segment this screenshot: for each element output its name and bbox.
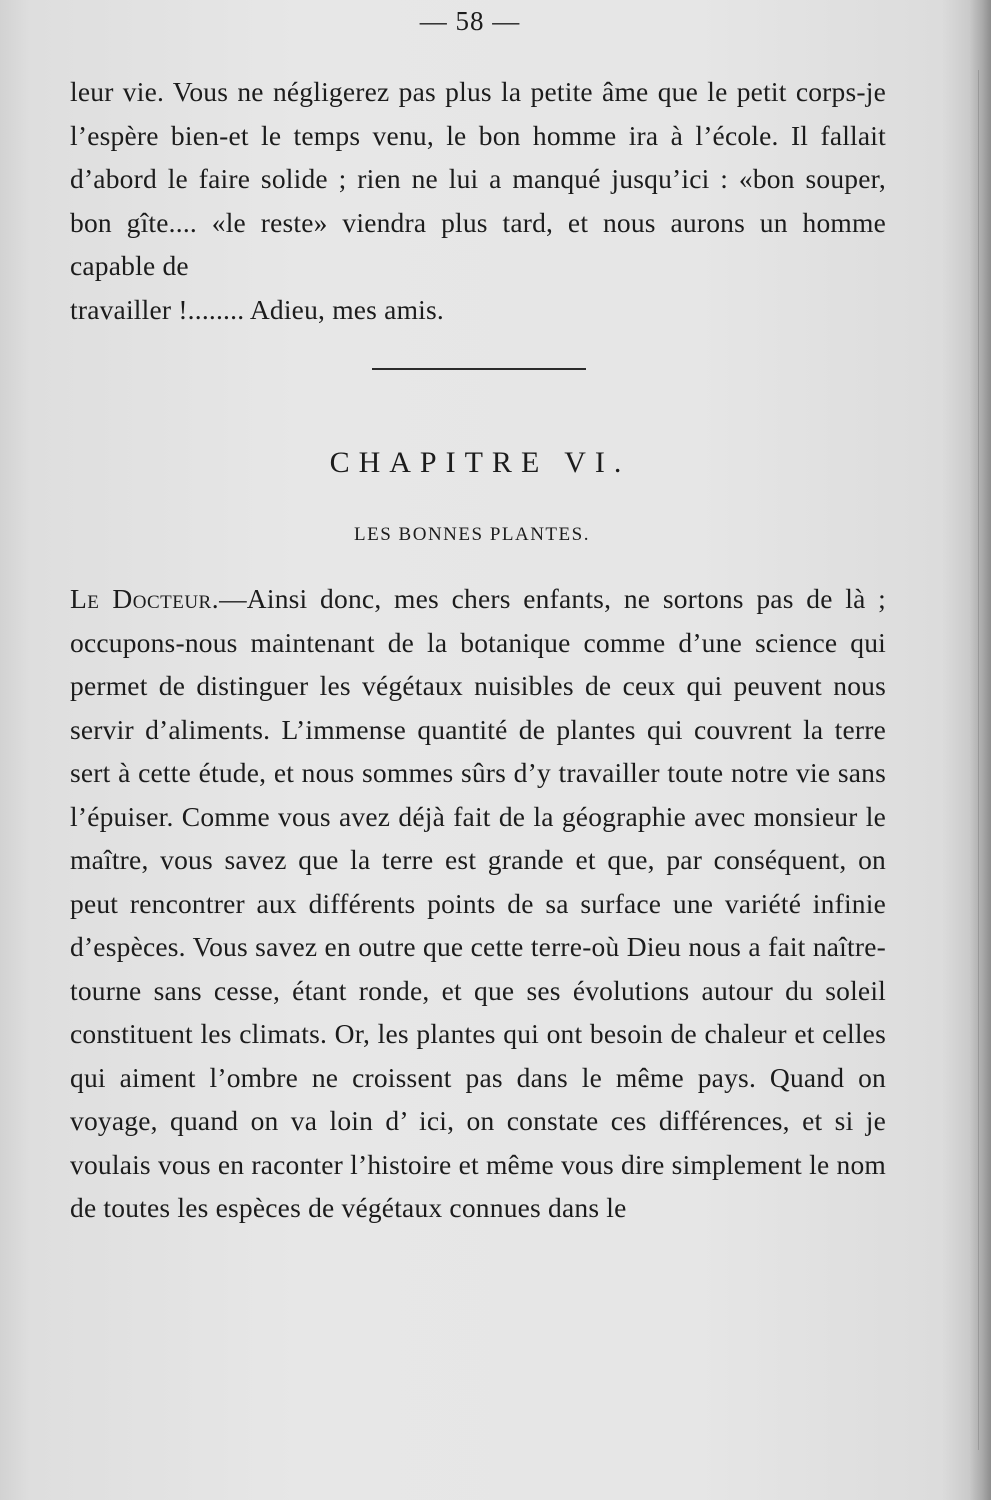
opening-text: leur vie. Vous ne négligerez pas plus la petite âme que le petit corps-je l’espère bien-et le temps venu, le bon homme ira à l’école. Il fallait d’abord le faire solide ; rien ne lui a manqué jusqu’ici : «bon souper, bon gîte.... «le reste» viendra plus tard, et nous aurons un homme capable de <box>70 76 886 281</box>
speaker-name: Le Docteur. <box>70 583 220 614</box>
opening-last-line: travailler !........ Adieu, mes amis. <box>70 293 444 325</box>
page-edge-shadow <box>969 0 991 1500</box>
chapter-heading: CHAPITRE VI. <box>329 446 631 479</box>
page-number: — 58 — <box>419 6 521 36</box>
opening-paragraph <box>70 70 886 331</box>
chapter-subtitle: LES BONNES PLANTES. <box>354 524 590 545</box>
dialogue-text: —Ainsi donc, mes chers enfants, ne sortons pas de là ; occupons-nous maintenant de la botanique comme d’une science qui permet de distinguer les végétaux nuisibles de ceux qui peuvent nous servir d’aliments. L’immense quantité de plantes qui couvrent la terre sert à cette étude, et nous sommes sûrs d’y travailler toute notre vie sans l’épuiser. Comme vous avez déjà fait de la géographie avec monsieur le maître, vous savez que la terre est grande et que, par conséquent, on peut rencontrer aux différents points de sa surface une variété infinie d’espèces. Vous savez en outre que cette terre-où Dieu nous a fait naître-tourne sans cesse, étant ronde, et que ses évolutions autour du soleil constituent les climats. Or, les plantes qui ont besoin de chaleur et celles qui aiment l’ombre ne croissent pas dans le même pays. Quand on voyage, quand on va loin d’ ici, on constate ces différences, et si je voulais vous en raconter l’histoire et même vous dire simplement le nom de toutes les espèces de végétaux connues dans le <box>70 583 887 1223</box>
page-edge-line <box>978 70 979 1450</box>
dialogue-paragraph <box>70 577 886 1230</box>
section-divider <box>372 368 586 370</box>
